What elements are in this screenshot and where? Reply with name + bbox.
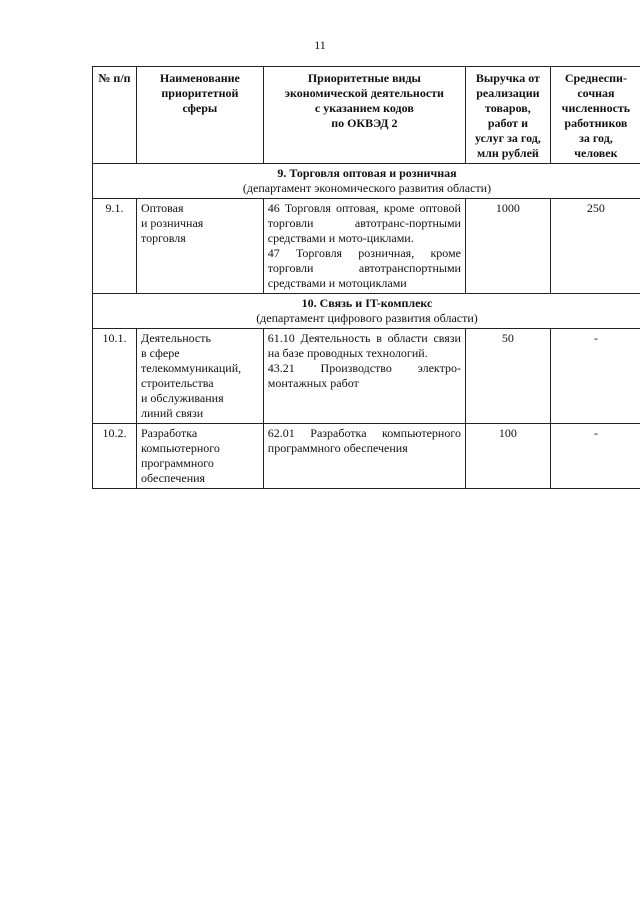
row-staff: - xyxy=(550,329,640,424)
section-title: 10. Связь и IT-комплекс xyxy=(301,296,433,310)
okved-entry: 62.01 Разработка компьютерного программного обеспечения xyxy=(267,426,461,455)
row-number: 10.1. xyxy=(93,329,137,424)
header-okved-line: по ОКВЭД 2 xyxy=(331,116,398,130)
sphere-line: и розничная xyxy=(141,216,204,230)
row-revenue: 100 xyxy=(465,424,550,489)
row-staff: 250 xyxy=(550,199,640,294)
sphere-line: линий связи xyxy=(141,406,204,420)
table-header-row xyxy=(93,67,640,164)
sphere-line: строительства xyxy=(141,376,214,390)
header-revenue-line: товаров, xyxy=(485,101,531,115)
section-title: 9. Торговля оптовая и розничная xyxy=(277,166,457,180)
section-department: (департамент экономического развития области) xyxy=(242,181,492,195)
sphere-line: Оптовая xyxy=(141,201,184,215)
header-staff-line: за год, xyxy=(579,131,613,145)
sphere-line: компьютерного xyxy=(141,441,220,455)
header-num-line: № п/п xyxy=(98,71,131,85)
header-revenue xyxy=(465,67,550,164)
sphere-line: Деятельность xyxy=(141,331,211,345)
header-revenue-line: работ и xyxy=(487,116,528,130)
header-sphere-line: приоритетной xyxy=(161,86,239,100)
row-revenue: 1000 xyxy=(465,199,550,294)
header-staff xyxy=(550,67,640,164)
header-staff-line: сочная xyxy=(577,86,615,100)
table-row xyxy=(93,424,640,489)
section-heading xyxy=(93,294,640,329)
header-num xyxy=(93,67,137,164)
okved-entry: 46 Торговля оптовая, кроме оптовой торговли автотранс-портными средствами и мото-циклами. xyxy=(267,201,461,245)
table-row xyxy=(93,199,640,294)
row-sphere xyxy=(137,199,264,294)
header-staff-line: Среднеспи- xyxy=(564,71,627,85)
row-okved xyxy=(263,424,465,489)
section-row xyxy=(93,164,640,199)
header-sphere-line: Наименование xyxy=(159,71,240,85)
header-revenue-line: Выручка от xyxy=(475,71,540,85)
header-okved-line: экономической деятельности xyxy=(284,86,444,100)
sphere-line: в сфере xyxy=(141,346,180,360)
row-revenue: 50 xyxy=(465,329,550,424)
row-sphere xyxy=(137,329,264,424)
okved-entry: 61.10 Деятельность в области связи на базе проводных технологий. xyxy=(267,331,461,360)
sphere-line: и обслуживания xyxy=(141,391,224,405)
header-revenue-line: услуг за год, xyxy=(474,131,541,145)
table-row xyxy=(93,329,640,424)
sphere-line: программного xyxy=(141,456,214,470)
row-okved xyxy=(263,199,465,294)
header-sphere xyxy=(137,67,264,164)
sphere-line: Разработка xyxy=(141,426,198,440)
section-heading xyxy=(93,164,640,199)
sphere-line: обеспечения xyxy=(141,471,206,485)
sphere-line: телекоммуникаций, xyxy=(141,361,242,375)
sphere-line: торговля xyxy=(141,231,186,245)
okved-entry: 47 Торговля розничная, кроме торговли автотранспортными средствами и мотоциклами xyxy=(267,246,461,290)
header-staff-line: человек xyxy=(574,146,618,160)
page-number: 11 xyxy=(314,38,326,52)
row-number: 9.1. xyxy=(93,199,137,294)
header-staff-line: численность xyxy=(561,101,631,115)
header-sphere-line: сферы xyxy=(182,101,218,115)
row-number: 10.2. xyxy=(93,424,137,489)
header-okved-line: Приоритетные виды xyxy=(307,71,421,85)
header-okved-line: с указанием кодов xyxy=(314,101,414,115)
header-revenue-line: млн рублей xyxy=(476,146,539,160)
section-department: (департамент цифрового развития области) xyxy=(256,311,478,325)
section-row xyxy=(93,294,640,329)
header-staff-line: работников xyxy=(564,116,628,130)
header-okved xyxy=(263,67,465,164)
okved-entry: 43.21 Производство электро-монтажных работ xyxy=(267,361,461,390)
row-sphere xyxy=(137,424,264,489)
row-staff: - xyxy=(550,424,640,489)
header-revenue-line: реализации xyxy=(476,86,540,100)
priority-sectors-table xyxy=(92,66,640,489)
row-okved xyxy=(263,329,465,424)
